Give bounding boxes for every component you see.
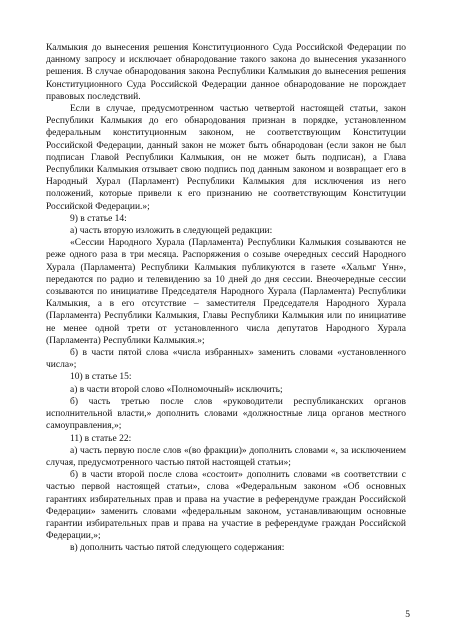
paragraph: а) часть вторую изложить в следующей редакции: — [70, 226, 273, 237]
paragraph: а) часть первую после слов «(во фракции)» дополнить словами «, за исключением случая, предусмотренного частью пятой настоящей статьи»; — [46, 445, 406, 468]
paragraph: б) в части пятой слова «числа избранных» заменить словами «установленного числа»; — [46, 348, 406, 371]
paragraph: Если в случае, предусмотренном частью четвертой настоящей статьи, закон Республики Калмыкия до его обнародования признан в порядке, установленном федеральным конституционным законом, не соответствующим Конституции Российской Федерации, данный закон не может быть обнародован (если закон не был подписан Главой Республики Калмыкия, он не может быть подписан), а Глава Республики Калмыкия отзывает свою подпись под данным законом и возвращает его в Народный Хурал (Парламент) Республики Калмыкия для исключения из него положений, которые привели к его признанию не соответствующим Конституции Российской Федерации.»; — [46, 104, 406, 212]
paragraph: Калмыкия до вынесения решения Конституционного Суда Российской Федерации по данному запросу и исключает обнародование такого закона до вынесения указанного решения. В случае обнародования закона Республики Калмыкия до вынесения решения Конституционного Суда Российской Федерации данное обнародование не порождает правовых последствий. — [46, 43, 406, 102]
paragraph: 11) в статье 22: — [70, 433, 132, 444]
page-number: 5 — [405, 610, 410, 620]
paragraph: в) дополнить частью пятой следующего содержания: — [70, 543, 285, 554]
paragraph: б) в части второй после слова «состоит» дополнить словами «в соответствии с частью первой настоящей статьи», слова «Федеральным законом «Об основных гарантиях избирательных прав и права на участие в референдуме граждан Российской Федерации» заменить словами «федеральным законом, устанавливающим основные гарантии избирательных прав и права на участие в референдуме граждан Российской Федерации,»; — [46, 470, 406, 542]
paragraph: 10) в статье 15: — [70, 372, 132, 383]
paragraph: а) в части второй слово «Полномочный» исключить; — [70, 384, 283, 395]
paragraph: б) часть третью после слов «руководители республиканских органов исполнительной власти,» дополнить словами «должностные лица органов местного самоуправления,»; — [46, 396, 406, 432]
paragraph: 9) в статье 14: — [70, 213, 127, 224]
paragraph: «Сессии Народного Хурала (Парламента) Республики Калмыкия созываются не реже одного раза в три месяца. Распоряжения о созыве очередных сессий Народного Хурала (Парламента) Республики Калмыкия публикуются в газете «Хальмг Үнн», передаются по радио и телевидению за 10 дней до дня сессии. Внеочередные сессии созываются по инициативе Председателя Народного Хурала (Парламента) Республики Калмыкия, а в его отсутствие – заместителя Председателя Народного Хурала (Парламента) Республики Калмыкия, Главы Республики Калмыкия или по инициативе не менее одной трети от установленного числа депутатов Народного Хурала (Парламента) Республики Калмыкия.»; — [46, 238, 406, 346]
